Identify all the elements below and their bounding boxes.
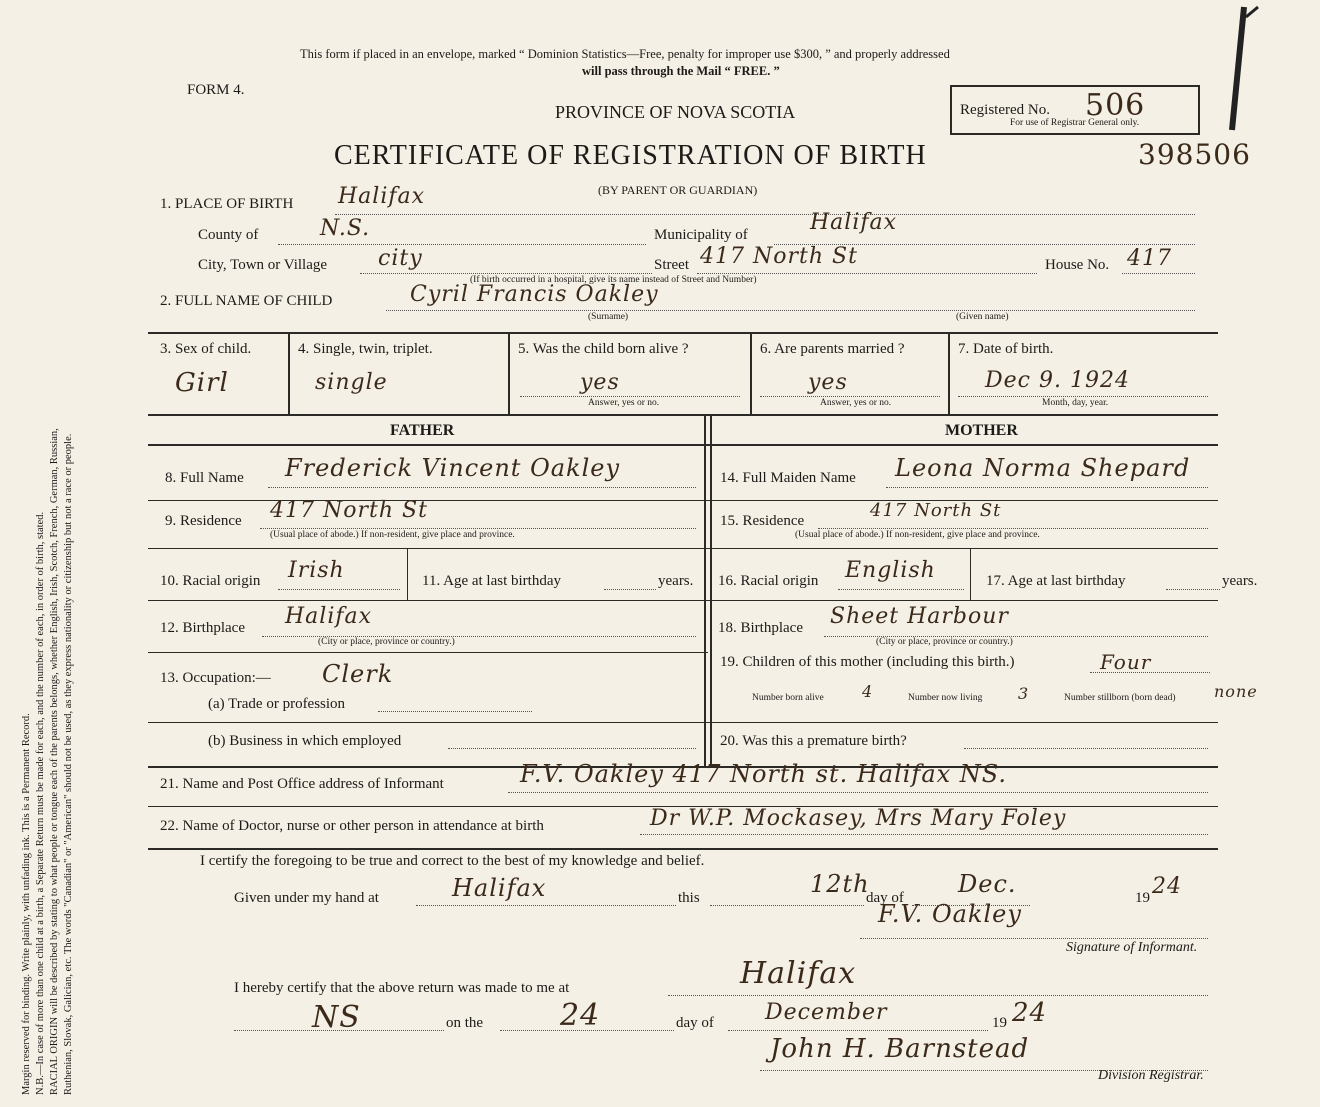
divider [148,600,1218,601]
divider [148,652,708,653]
registrar-month-value: December [765,1000,888,1025]
entry-line [278,589,400,590]
day-of-label: day of [676,1015,714,1031]
father-racial-value: Irish [288,558,345,583]
child-name-value: Cyril Francis Oakley [410,282,659,307]
given-month-value: Dec. [958,870,1017,898]
certification-statement: I certify the foregoing to be true and correct to the best of my knowledge and belief. [200,853,705,869]
parents-married-value: yes [808,370,848,395]
doctor-value: Dr W.P. Mockasey, Mrs Mary Foley [650,806,1067,831]
registrar-place-value: Halifax [740,956,857,991]
entry-line [886,487,1208,488]
place-of-birth-label: 1. PLACE OF BIRTH [160,196,294,212]
registered-label: Registered No. [960,102,1050,118]
mother-residence-label: 15. Residence [720,513,805,529]
date-of-birth-value: Dec 9. 1924 [985,368,1130,393]
children-value: Four [1100,650,1152,674]
plurality-value: single [315,370,388,395]
occupation-value: Clerk [322,660,394,688]
entry-line [360,273,652,274]
registrar-ns-value: NS [312,1000,361,1035]
mother-name-value: Leona Norma Shepard [895,454,1191,482]
day-of-label: day of [866,890,904,906]
years-label: years. [1222,573,1258,589]
house-number-value: 417 [1127,246,1172,271]
divider [407,548,408,600]
divider [948,332,950,414]
occupation-label: 13. Occupation:— [160,670,271,686]
postal-notice-free: will pass through the Mail “ FREE. ” [582,64,780,78]
margin-note: N.B.—In case of more than one child at a birth, a Separate Return must be made for each, and the number of each, in order of birth, stated. [35,511,46,1095]
registrar-signature: John H. Barnstead [770,1034,1030,1064]
entry-line [640,834,1208,835]
business-label: (b) Business in which employed [208,733,402,749]
entry-line [860,938,1208,939]
city-label: City, Town or Village [198,257,328,273]
street-value: 417 North St [700,244,858,269]
entry-line [335,214,1195,215]
born-alive-value: yes [580,370,620,395]
born-alive-count: 4 [862,682,874,701]
born-alive-label: Number born alive [752,693,824,703]
county-label: County of [198,227,259,243]
divider [148,332,1218,334]
father-residence-label: 9. Residence [165,513,242,529]
informant-value: F.V. Oakley 417 North st. Halifax NS. [520,760,1007,788]
hospital-note: (If birth occurred in a hospital, give its name instead of Street and Number) [470,275,757,285]
mother-heading: MOTHER [945,422,1018,439]
registrar-statement: I hereby certify that the above return was made to me at [234,980,570,996]
mother-racial-label: 16. Racial origin [718,573,819,589]
trade-label: (a) Trade or profession [208,696,346,712]
margin-notes [20,35,76,1095]
stillborn-count: none [1214,682,1258,701]
year-prefix: 19 [992,1015,1007,1031]
stillborn-label: Number stillborn (born dead) [1064,693,1176,703]
entry-line [964,748,1208,749]
now-living-label: Number now living [908,693,983,703]
mother-residence-value: 417 North St [870,500,1002,521]
born-alive-label: 5. Was the child born alive ? [518,341,689,357]
registrar-day-value: 24 [560,998,601,1033]
entry-line [728,1030,988,1031]
municipality-value: Halifax [810,210,898,235]
entry-line [268,487,696,488]
given-year-value: 24 [1152,874,1182,899]
entry-line [260,528,696,529]
father-name-value: Frederick Vincent Oakley [285,454,621,482]
entry-line [1122,273,1195,274]
house-number-label: House No. [1045,257,1110,273]
surname-note: (Surname) [588,312,629,322]
check-mark-icon [1222,5,1262,135]
father-age-label: 11. Age at last birthday [422,573,561,589]
divider [148,414,1218,416]
entry-line [386,310,1195,311]
father-residence-value: 417 North St [270,498,428,523]
entry-line [1166,589,1220,590]
entry-line [520,396,740,397]
given-name-note: (Given name) [956,312,1009,322]
city-note: (City or place, province or country.) [318,637,455,647]
city-note: (City or place, province or country.) [876,637,1013,647]
divider [148,548,1218,549]
county-value: N.S. [320,216,371,241]
father-name-label: 8. Full Name [165,470,244,486]
children-label: 19. Children of this mother (including this birth.) [720,654,1015,670]
division-registrar-label: Division Registrar. [1098,1068,1204,1083]
place-of-birth-value: Halifax [338,184,426,209]
registrar-year-value: 24 [1012,998,1048,1028]
postal-notice: This form if placed in an envelope, marked “ Dominion Statistics—Free, penalty for improper use $300, ” and properly addressed [300,47,950,61]
registrar-use-note: For use of Registrar General only. [1010,118,1140,128]
divider [710,414,712,766]
city-value: city [378,246,423,271]
informant-label: 21. Name and Post Office address of Informant [160,776,444,792]
father-heading: FATHER [390,422,455,439]
entry-line [668,995,1208,996]
page-title: CERTIFICATE OF REGISTRATION OF BIRTH [334,140,927,171]
given-day-value: 12th [810,870,870,898]
now-living-count: 3 [1018,684,1030,703]
father-birthplace-value: Halifax [285,604,373,629]
divider [750,332,752,414]
municipality-label: Municipality of [654,227,748,243]
entry-line [508,792,1208,793]
margin-note: RACIAL ORIGIN will be described by stating to what people or tongue each of the parents belongs, whether English, Irish, Scotch, French, German, Russian, [49,428,60,1095]
mother-name-label: 14. Full Maiden Name [720,470,856,486]
entry-line [448,748,696,749]
entry-line [500,1030,674,1031]
answer-note: Answer, yes or no. [588,398,660,408]
entry-line [604,589,656,590]
entry-line [958,396,1208,397]
province-heading: PROVINCE OF NOVA SCOTIA [555,102,796,122]
answer-note: Answer, yes or no. [820,398,892,408]
father-birthplace-label: 12. Birthplace [160,620,245,636]
mother-birthplace-label: 18. Birthplace [718,620,803,636]
year-prefix: 19 [1135,890,1150,906]
parents-married-label: 6. Are parents married ? [760,341,905,357]
divider [508,332,510,414]
entry-line [818,528,1208,529]
entry-line [697,273,1037,274]
margin-note: Margin reserved for binding. Write plainly, with unfading ink. This is a Permanent Record. [21,713,32,1095]
margin-note: Ruthenian, Slovak, Galician, etc. The words "Canadian" or "American" should not be used, as they express nationality or citizenship but not a race or people. [63,433,74,1095]
entry-line [1090,672,1210,673]
divider [970,548,971,600]
mother-birthplace-value: Sheet Harbour [830,604,1009,629]
entry-line [234,1030,444,1031]
given-place-value: Halifax [452,874,547,902]
entry-line [760,396,940,397]
divider [148,444,1218,446]
given-under-label: Given under my hand at [234,890,379,906]
date-of-birth-label: 7. Date of birth. [958,341,1054,357]
form-number: FORM 4. [187,82,245,98]
on-the-label: on the [446,1015,484,1031]
plurality-label: 4. Single, twin, triplet. [298,341,433,357]
sex-label: 3. Sex of child. [160,341,252,357]
entry-line [278,244,646,245]
divider [288,332,290,414]
divider [148,848,1218,850]
child-name-label: 2. FULL NAME OF CHILD [160,293,333,309]
stamp-number: 398506 [1138,138,1251,171]
page-subtitle: (BY PARENT OR GUARDIAN) [598,183,758,197]
mother-racial-value: English [845,558,936,583]
entry-line [416,905,676,906]
divider [148,722,1218,723]
date-note: Month, day, year. [1042,398,1109,408]
mother-age-label: 17. Age at last birthday [986,573,1126,589]
entry-line [378,711,532,712]
abode-note: (Usual place of abode.) If non-resident, give place and province. [795,530,1040,540]
entry-line [838,589,964,590]
father-racial-label: 10. Racial origin [160,573,261,589]
informant-signature: F.V. Oakley [878,900,1022,928]
doctor-label: 22. Name of Doctor, nurse or other person in attendance at birth [160,818,544,834]
registered-number: 506 [1085,88,1146,123]
years-label: years. [658,573,694,589]
abode-note: (Usual place of abode.) If non-resident, give place and province. [270,530,515,540]
premature-label: 20. Was this a premature birth? [720,733,907,749]
sex-value: Girl [175,368,229,398]
this-label: this [678,890,700,906]
street-label: Street [654,257,689,273]
divider [704,414,706,766]
signature-label: Signature of Informant. [1066,940,1198,955]
entry-line [710,905,864,906]
